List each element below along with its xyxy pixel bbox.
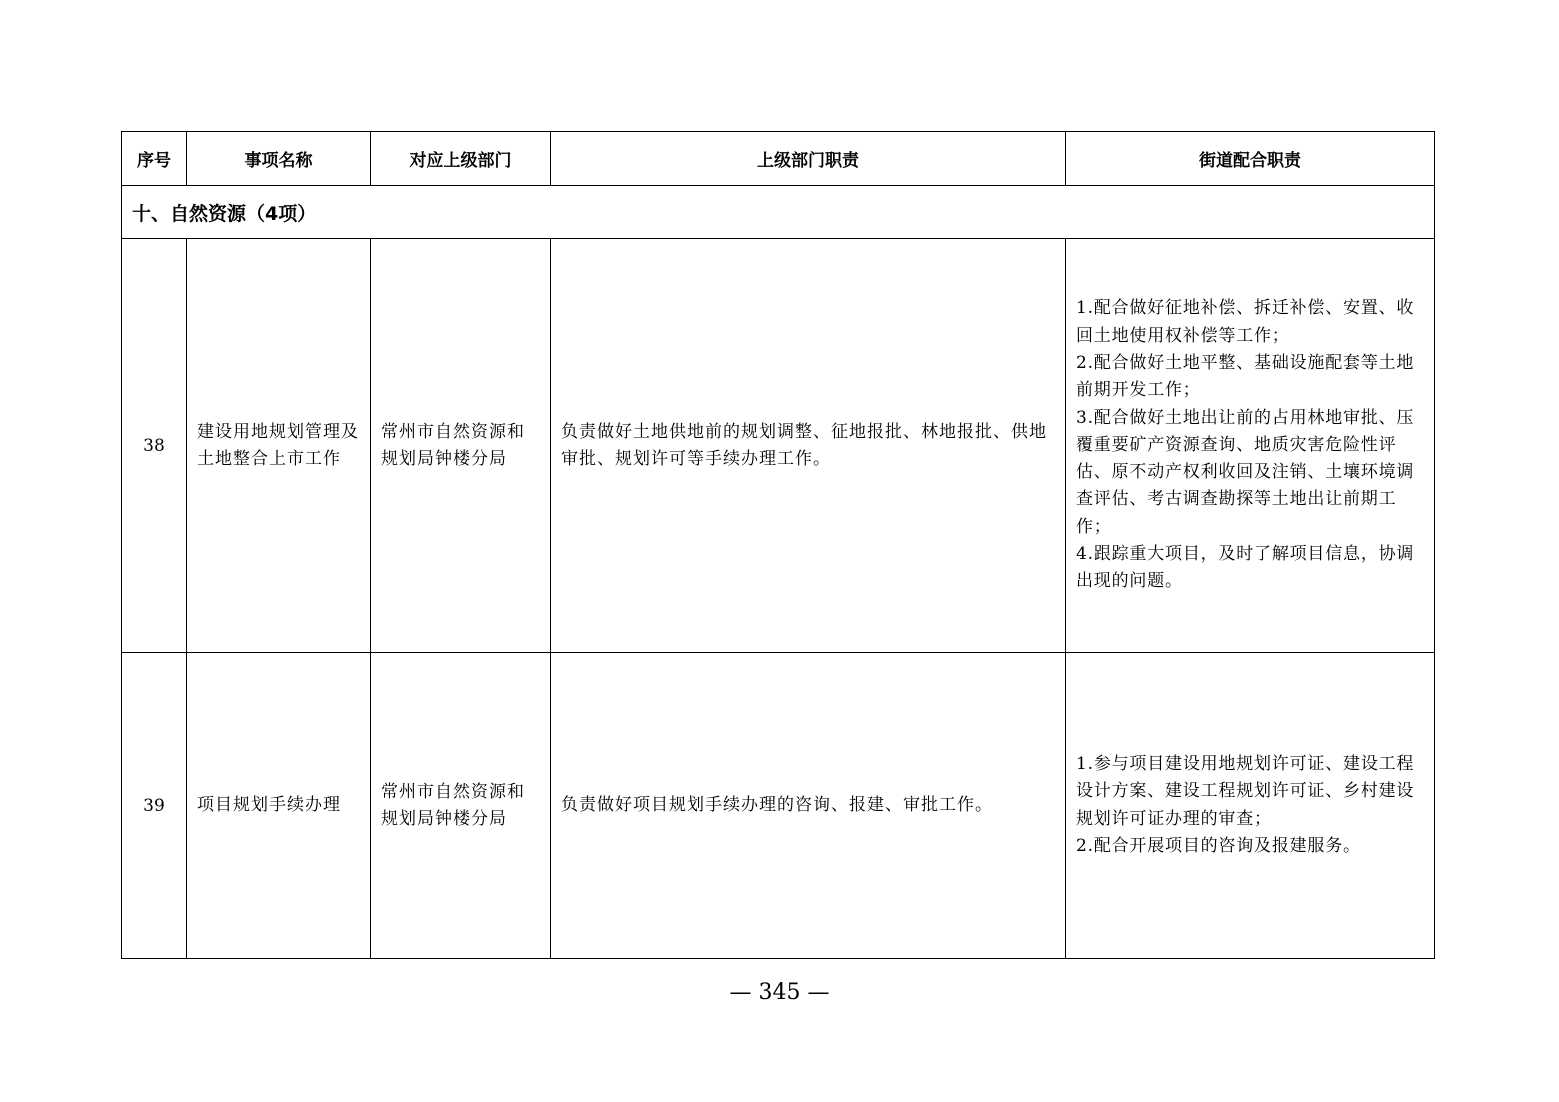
- table-row: [122, 653, 1435, 959]
- street-duty-item: 1.配合做好征地补偿、拆迁补偿、安置、收回土地使用权补偿等工作；: [1076, 298, 1415, 346]
- item-name: 项目规划手续办理: [187, 653, 371, 959]
- table-row: [122, 239, 1435, 653]
- street-duty-item: 3.配合做好土地出让前的占用林地审批、压覆重要矿产资源查询、地质灾害危险性评估、原不动产权利收回及注销、土壤环境调查评估、考古调查勘探等土地出让前期工作；: [1076, 407, 1415, 537]
- item-name: 建设用地规划管理及土地整合上市工作: [187, 239, 371, 653]
- row-number: 39: [122, 653, 187, 959]
- header-dept-duty: 上级部门职责: [551, 132, 1066, 186]
- row-number: 38: [122, 239, 187, 653]
- dept-duty: 负责做好项目规划手续办理的咨询、报建、审批工作。: [551, 653, 1066, 959]
- street-duty-item: 4.跟踪重大项目，及时了解项目信息，协调出现的问题。: [1076, 544, 1415, 592]
- responsibility-table: [121, 131, 1435, 959]
- header-street-duty: 街道配合职责: [1066, 132, 1435, 186]
- page-number: — 345 —: [729, 980, 830, 1005]
- header-item-name: 事项名称: [187, 132, 371, 186]
- section-title: 十、自然资源（4项）: [122, 186, 1435, 239]
- table-header-row: [122, 132, 1435, 186]
- header-no: 序号: [122, 132, 187, 186]
- street-duty-item: 2.配合做好土地平整、基础设施配套等土地前期开发工作；: [1076, 352, 1415, 401]
- dept-duty: 负责做好土地供地前的规划调整、征地报批、林地报批、供地审批、规划许可等手续办理工作。: [551, 239, 1066, 653]
- street-duty-item: 2.配合开展项目的咨询及报建服务。: [1076, 835, 1361, 856]
- street-duty: [1066, 653, 1435, 959]
- dept-name: 常州市自然资源和规划局钟楼分局: [371, 653, 551, 959]
- header-dept: 对应上级部门: [371, 132, 551, 186]
- section-row: [122, 186, 1435, 239]
- street-duty-item: 1.参与项目建设用地规划许可证、建设工程设计方案、建设工程规划许可证、乡村建设规划许可证办理的审查；: [1076, 753, 1415, 829]
- dept-name: 常州市自然资源和规划局钟楼分局: [371, 239, 551, 653]
- street-duty: [1066, 239, 1435, 653]
